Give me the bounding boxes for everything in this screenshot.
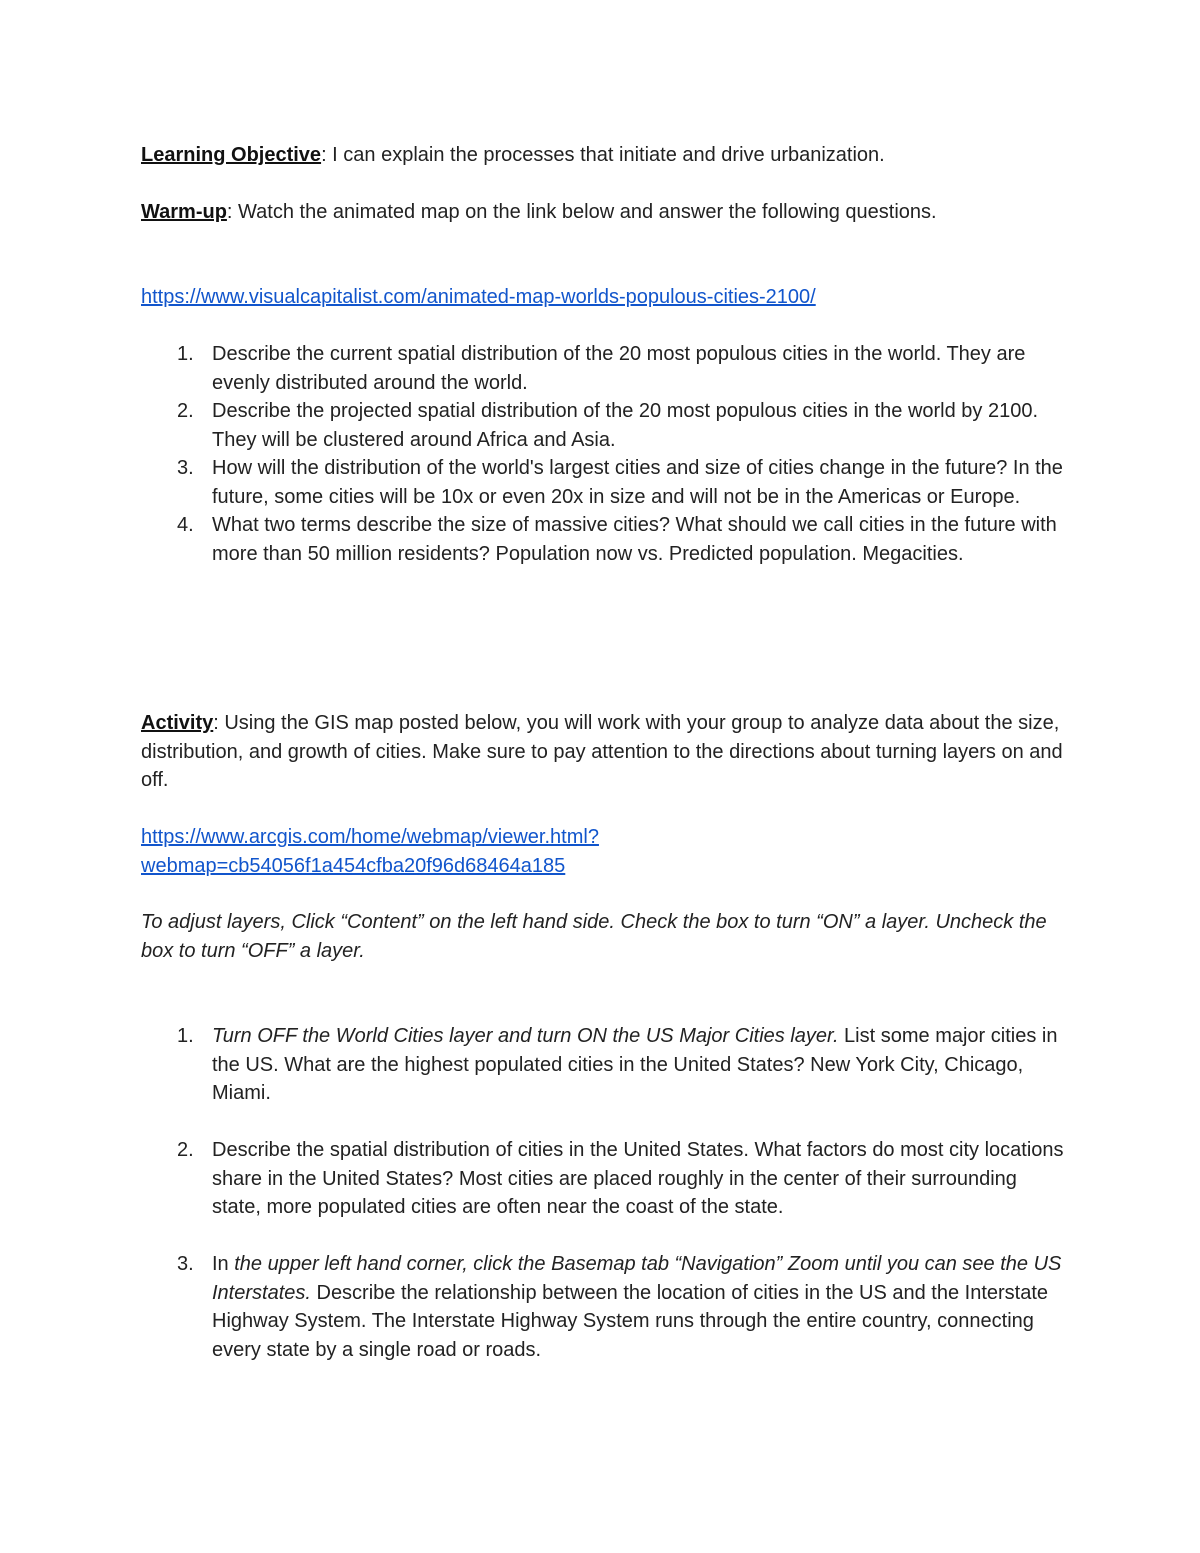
question-number: 3. [177,457,194,479]
activity-question-1 [141,1022,1071,1108]
objective-label: Learning Objective [141,144,322,166]
question-instruction: Turn OFF the World Cities layer and turn ON the US Major Cities layer. [212,1025,839,1047]
arcgis-link-line1[interactable]: https://www.arcgis.com/home/webmap/viewer.html? [141,826,599,848]
activity-label: Activity [141,712,214,734]
warmup-text: : Watch the animated map on the link below and answer the following questions. [226,201,937,223]
question-number: 4. [177,514,194,536]
question-number: 1. [177,1025,194,1047]
activity-question [141,1022,1071,1108]
activity-intro [141,709,1071,795]
question-lead: In [212,1253,235,1275]
visualcapitalist-link[interactable]: https://www.visualcapitalist.com/animated-map-worlds-populous-cities-2100/ [141,286,816,308]
warmup-question [141,454,1071,511]
activity-text: : Using the GIS map posted below, you will work with your group to analyze data about the size, distribution, and growth of cities. Make sure to pay attention to the directions about turning layers on and off. [141,712,1063,791]
learning-objective [141,141,1071,170]
objective-text: : I can explain the processes that initiate and drive urbanization. [321,144,885,166]
warmup-link-line [141,283,1071,312]
layer-instructions: To adjust layers, Click “Content” on the left hand side. Check the box to turn “ON” a layer. Uncheck the box to turn “OFF” a layer. [141,911,1047,962]
warmup-question [141,397,1071,454]
activity-question [141,1136,1071,1222]
question-number: 1. [177,343,194,365]
question-number: 3. [177,1253,194,1275]
question-number: 2. [177,1139,194,1161]
question-text: How will the distribution of the world's largest cities and size of cities change in the future? In the future, some cities will be 10x or even 20x in size and will not be in the Americas or Europe. [212,457,1063,508]
question-text: What two terms describe the size of massive cities? What should we call cities in the future with more than 50 million residents? Population now vs. Predicted population. Megacities. [212,514,1057,565]
question-instruction: the upper left hand corner, click the Basemap tab “Navigation” Zoom until you can see the US Interstates. [212,1253,1062,1304]
question-text: List some major cities in the US. What are the highest populated cities in the United States? New York City, Chicago, Miami. [212,1025,1058,1104]
question-text: Describe the projected spatial distribution of the 20 most populous cities in the world by 2100. They will be clustered around Africa and Asia. [212,400,1039,451]
warmup-intro [141,198,1071,227]
question-number: 2. [177,400,194,422]
warmup-label: Warm-up [141,201,227,223]
activity-question [141,1250,1071,1364]
warmup-question [141,511,1071,568]
question-text: Describe the relationship between the location of cities in the US and the Interstate Highway System. The Interstate Highway System runs through the entire country, connecting every state by a single road or roads. [212,1281,1049,1361]
arcgis-link-block [141,823,1071,880]
question-text: Describe the current spatial distribution of the 20 most populous cities in the world. They are evenly distributed around the world. [212,343,1026,394]
question-text: Describe the spatial distribution of cities in the United States. What factors do most city locations share in the United States? Most cities are placed roughly in the center of their surrounding state, more populated cities are often near the coast of the state. [212,1139,1064,1218]
arcgis-link-line2[interactable]: webmap=cb54056f1a454cfba20f96d68464a185 [141,854,566,877]
activity-question-3 [141,1250,1071,1364]
warmup-questions [141,340,1071,568]
activity-question-2 [141,1136,1071,1222]
warmup-question [141,340,1071,397]
